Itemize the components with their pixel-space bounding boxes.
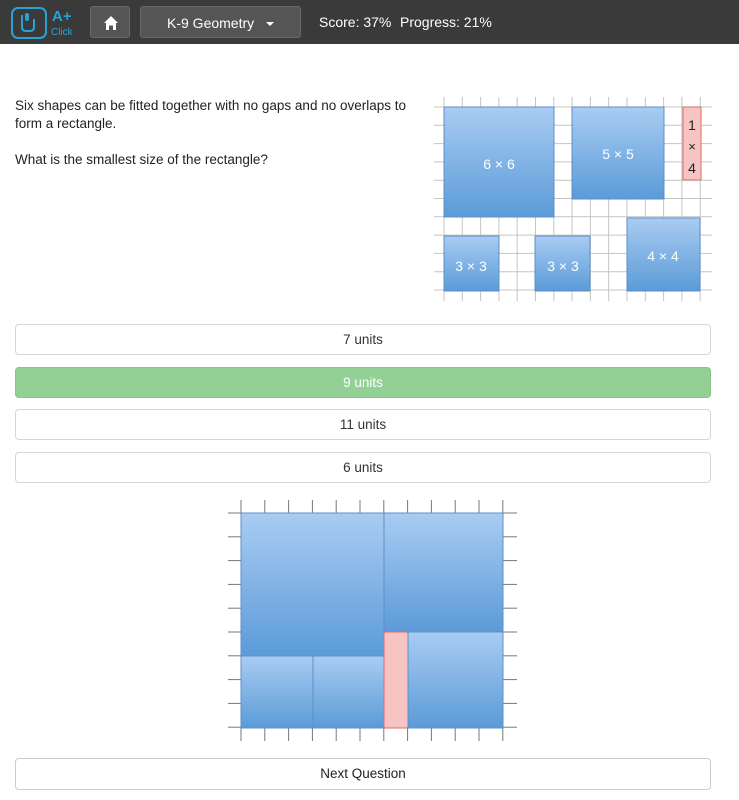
puzzle-svg xyxy=(430,95,720,310)
shape-5x5-label: 5 × 5 xyxy=(602,146,634,162)
shape-4x4-label: 4 × 4 xyxy=(647,248,679,264)
solution-1x4 xyxy=(384,632,408,728)
answer-option-1[interactable]: 7 units xyxy=(15,324,711,355)
solution-diagram xyxy=(225,497,523,752)
solution-svg xyxy=(225,497,523,747)
answer-option-4[interactable]: 6 units xyxy=(15,452,711,483)
next-question-button[interactable]: Next Question xyxy=(15,758,711,790)
question-line-1: Six shapes can be fitted together with no gaps and no overlaps to form a rectangle. xyxy=(15,98,407,131)
home-icon xyxy=(91,7,131,39)
shape-3x3-b-label: 3 × 3 xyxy=(547,258,579,274)
shape-1x4-label-b: × xyxy=(688,139,696,154)
course-label: K-9 Geometry xyxy=(167,15,255,31)
shape-1x4-label-a: 1 xyxy=(688,117,696,133)
solution-3x3-b xyxy=(313,656,384,728)
top-bar xyxy=(0,0,739,44)
app-logo[interactable] xyxy=(10,5,76,41)
shape-1x4-label-c: 4 xyxy=(688,160,696,176)
question-line-2: What is the smallest size of the rectangle? xyxy=(15,152,268,167)
logo-brand: A+ xyxy=(52,8,72,25)
solution-6x6 xyxy=(241,513,384,656)
home-button[interactable] xyxy=(90,6,130,38)
solution-3x3-a xyxy=(241,656,313,728)
question-text xyxy=(15,97,415,187)
chevron-down-icon xyxy=(266,22,274,26)
logo-sub: Click xyxy=(51,27,73,38)
progress-text: Progress: 21% xyxy=(400,14,492,30)
puzzle-diagram xyxy=(430,95,720,315)
solution-4x4 xyxy=(408,632,503,728)
shape-3x3-a-label: 3 × 3 xyxy=(455,258,487,274)
solution-5x5 xyxy=(384,513,503,632)
answer-option-3[interactable]: 11 units xyxy=(15,409,711,440)
course-dropdown[interactable] xyxy=(140,6,301,38)
shape-6x6-label: 6 × 6 xyxy=(483,156,515,172)
score-text: Score: 37% xyxy=(319,14,392,30)
answer-option-2[interactable]: 9 units xyxy=(15,367,711,398)
